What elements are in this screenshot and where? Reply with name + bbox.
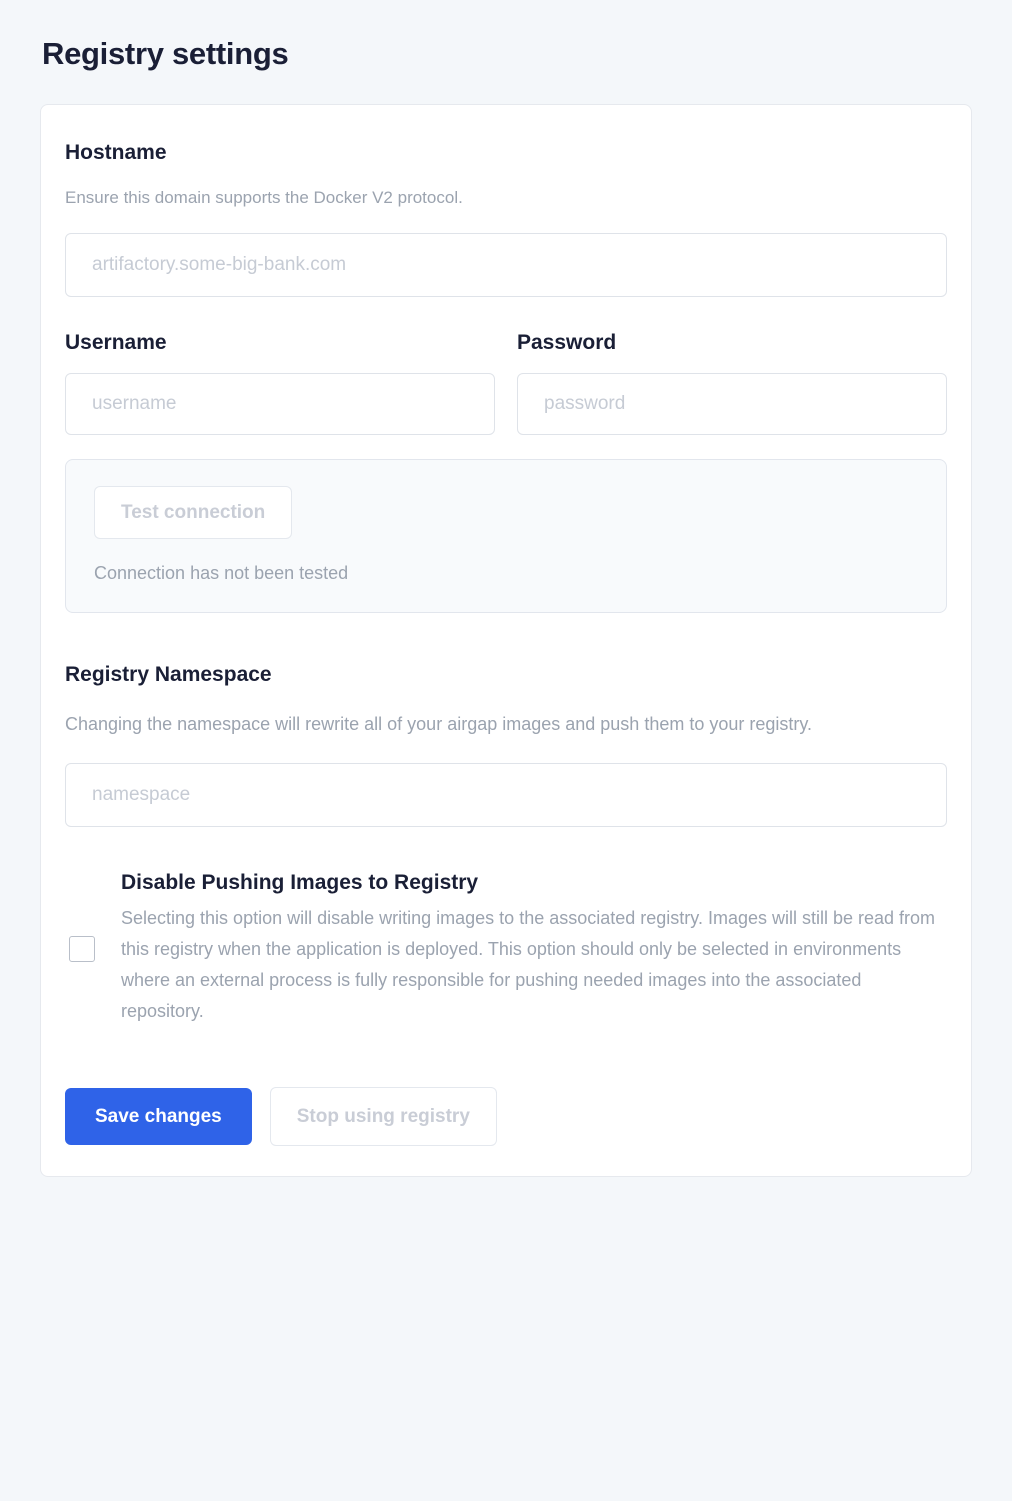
page-title: Registry settings [42,36,289,71]
disable-push-description: Selecting this option will disable writing images to the associated registry. Images will still be read from this registry when the application is deployed. This option should only be selected in environments where an external process is fully responsible for pushing needed images into the associated repository. [121,907,936,1022]
disable-push-option [65,871,947,1028]
form-actions [65,1087,947,1146]
hostname-help-text: Ensure this domain supports the Docker V2 protocol. [65,188,463,207]
registry-namespace-input[interactable] [65,763,947,827]
registry-namespace-help-text: Changing the namespace will rewrite all of your airgap images and push them to your registry. [65,714,813,735]
password-label: Password [517,331,617,355]
connection-status-text: Connection has not been tested [94,563,349,584]
test-connection-button[interactable]: Test connection [94,486,292,539]
disable-push-text [121,871,947,1028]
username-input[interactable] [65,373,495,435]
password-input[interactable] [517,373,947,435]
hostname-input[interactable] [65,233,947,297]
disable-push-checkbox[interactable] [69,936,95,962]
password-field-group [517,331,947,435]
stop-using-registry-button[interactable]: Stop using registry [270,1087,497,1146]
username-label: Username [65,331,167,355]
disable-push-title: Disable Pushing Images to Registry [121,870,479,894]
save-changes-button[interactable]: Save changes [65,1088,252,1145]
registry-settings-card [40,104,972,1177]
credentials-row [65,331,947,435]
test-connection-panel [65,459,947,613]
username-field-group [65,331,495,435]
registry-namespace-label: Registry Namespace [65,663,272,687]
hostname-label: Hostname [65,141,167,164]
